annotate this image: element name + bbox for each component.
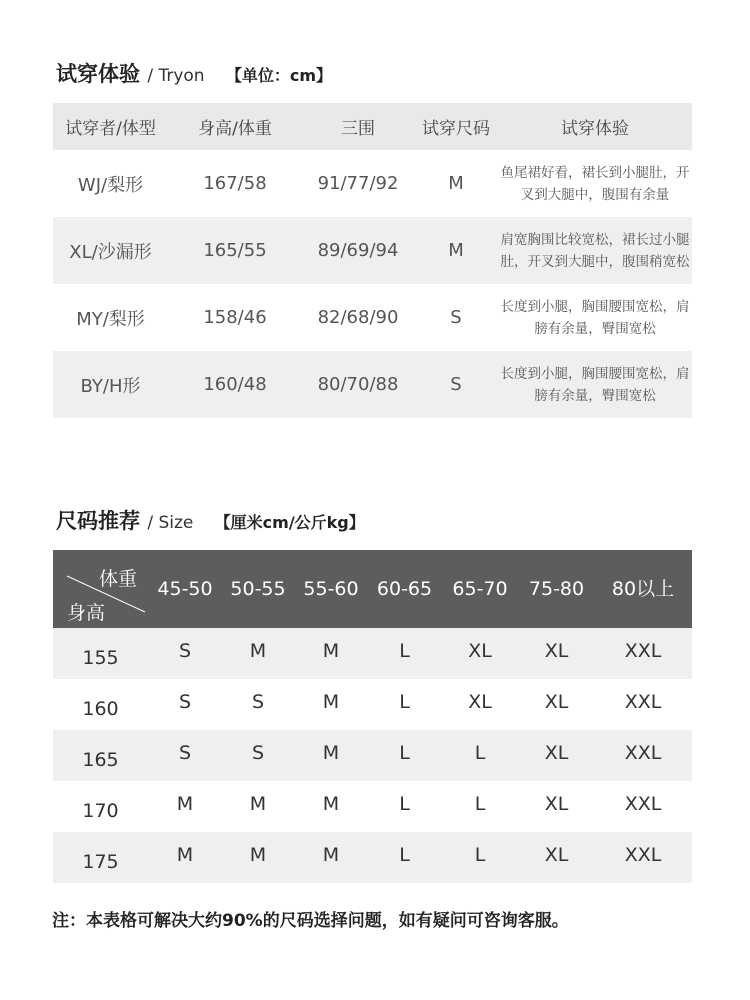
measurements: 91/77/92	[317, 173, 399, 194]
size-value: M	[176, 843, 194, 866]
size-value: M	[322, 690, 340, 713]
tryon-header-row	[53, 103, 692, 150]
size-value: L	[474, 843, 486, 866]
size-value: M	[249, 843, 267, 866]
tryon-row	[53, 284, 692, 351]
tryon-unit: 【单位：cm】	[225, 66, 333, 85]
size-row	[53, 679, 692, 730]
height-value: 155	[82, 646, 119, 669]
size-value: S	[178, 741, 192, 764]
size-value: L	[399, 690, 410, 713]
tryon-row	[53, 217, 692, 284]
tryon-section-title	[56, 58, 332, 88]
size-row	[53, 781, 692, 832]
weight-range: 50-55	[230, 578, 286, 600]
size-value: XL	[544, 639, 569, 662]
weight-range: 60-65	[376, 578, 433, 600]
corner-weight-label: 体重	[99, 568, 138, 590]
weight-range: 75-80	[528, 578, 585, 600]
tryon-row	[53, 150, 692, 217]
size-value: M	[249, 792, 267, 815]
weight-range: 80以上	[611, 578, 675, 600]
size-header-row	[53, 550, 692, 628]
size-value: M	[322, 843, 340, 866]
tryon-note: 肩宽胸围比较宽松，裙长过小腿肚，开叉到大腿中，腹围稍宽松	[500, 231, 690, 270]
size-value: XXL	[624, 792, 662, 815]
tryon-subtitle: / Tryon	[147, 66, 205, 86]
size-unit: 【厘米cm/公斤kg】	[214, 513, 365, 532]
size-value: M	[322, 792, 340, 815]
measurements: 80/70/88	[317, 374, 399, 395]
size-value: L	[474, 741, 486, 764]
size-value: M	[322, 741, 340, 764]
height-value: 160	[82, 697, 119, 720]
header-height-weight: 身高/体重	[198, 119, 272, 139]
size-value: M	[322, 639, 340, 662]
header-measurements: 三围	[341, 119, 375, 139]
weight-range: 55-60	[303, 578, 359, 600]
size-value: XXL	[624, 639, 662, 662]
size-value: XXL	[624, 690, 662, 713]
height-weight: 167/58	[203, 173, 267, 194]
footnote: 注：本表格可解决大约90%的尺码选择问题，如有疑问可咨询客服。	[52, 911, 569, 931]
tried-size: S	[450, 307, 462, 328]
size-value: S	[178, 639, 192, 662]
corner-height-label: 身高	[67, 602, 106, 624]
size-row	[53, 730, 692, 781]
tryon-title: 试穿体验	[56, 62, 140, 86]
tester: MY/梨形	[76, 308, 145, 330]
corner-cell	[53, 550, 148, 628]
size-value: XXL	[624, 843, 662, 866]
tried-size: M	[448, 173, 464, 194]
size-value: XL	[468, 639, 492, 662]
tryon-row	[53, 351, 692, 418]
height-value: 170	[82, 799, 119, 822]
measurements: 82/68/90	[317, 307, 399, 328]
size-value: XL	[544, 843, 569, 866]
tried-size: M	[448, 240, 464, 261]
height-weight: 158/46	[203, 307, 267, 328]
size-value: L	[474, 792, 486, 815]
size-value: XL	[544, 741, 569, 764]
height-weight: 165/55	[203, 240, 267, 261]
tried-size: S	[450, 374, 462, 395]
tryon-table	[53, 103, 692, 418]
size-section-title	[56, 505, 365, 535]
size-value: L	[399, 843, 410, 866]
size-value: L	[399, 741, 410, 764]
size-value: XL	[468, 690, 492, 713]
size-value: S	[251, 741, 265, 764]
size-value: XL	[544, 792, 569, 815]
header-size: 试穿尺码	[422, 119, 490, 139]
size-row	[53, 628, 692, 679]
size-value: L	[399, 639, 410, 662]
size-title: 尺码推荐	[56, 509, 140, 533]
size-value: S	[178, 690, 192, 713]
weight-range: 65-70	[452, 578, 508, 600]
size-table	[53, 550, 692, 883]
tester: BY/H形	[80, 375, 141, 397]
size-subtitle: / Size	[147, 513, 194, 533]
tester: WJ/梨形	[77, 174, 144, 196]
size-value: L	[399, 792, 410, 815]
height-value: 175	[82, 850, 119, 873]
header-experience: 试穿体验	[561, 119, 629, 139]
header-tester: 试穿者/体型	[65, 119, 156, 139]
tryon-note: 鱼尾裙好看，裙长到小腿肚，开叉到大腿中，腹围有余量	[500, 164, 690, 203]
height-weight: 160/48	[203, 374, 267, 395]
tryon-note: 长度到小腿，胸围腰围宽松，肩膀有余量，臀围宽松	[500, 365, 690, 404]
tryon-note: 长度到小腿，胸围腰围宽松，肩膀有余量，臀围宽松	[500, 298, 690, 337]
tester: XL/沙漏形	[69, 241, 152, 263]
size-value: S	[251, 690, 265, 713]
size-value: XXL	[624, 741, 662, 764]
measurements: 89/69/94	[317, 240, 399, 261]
size-row	[53, 832, 692, 883]
size-value: M	[176, 792, 194, 815]
size-value: M	[249, 639, 267, 662]
height-value: 165	[82, 748, 119, 771]
size-value: XL	[544, 690, 569, 713]
weight-range: 45-50	[157, 578, 213, 600]
